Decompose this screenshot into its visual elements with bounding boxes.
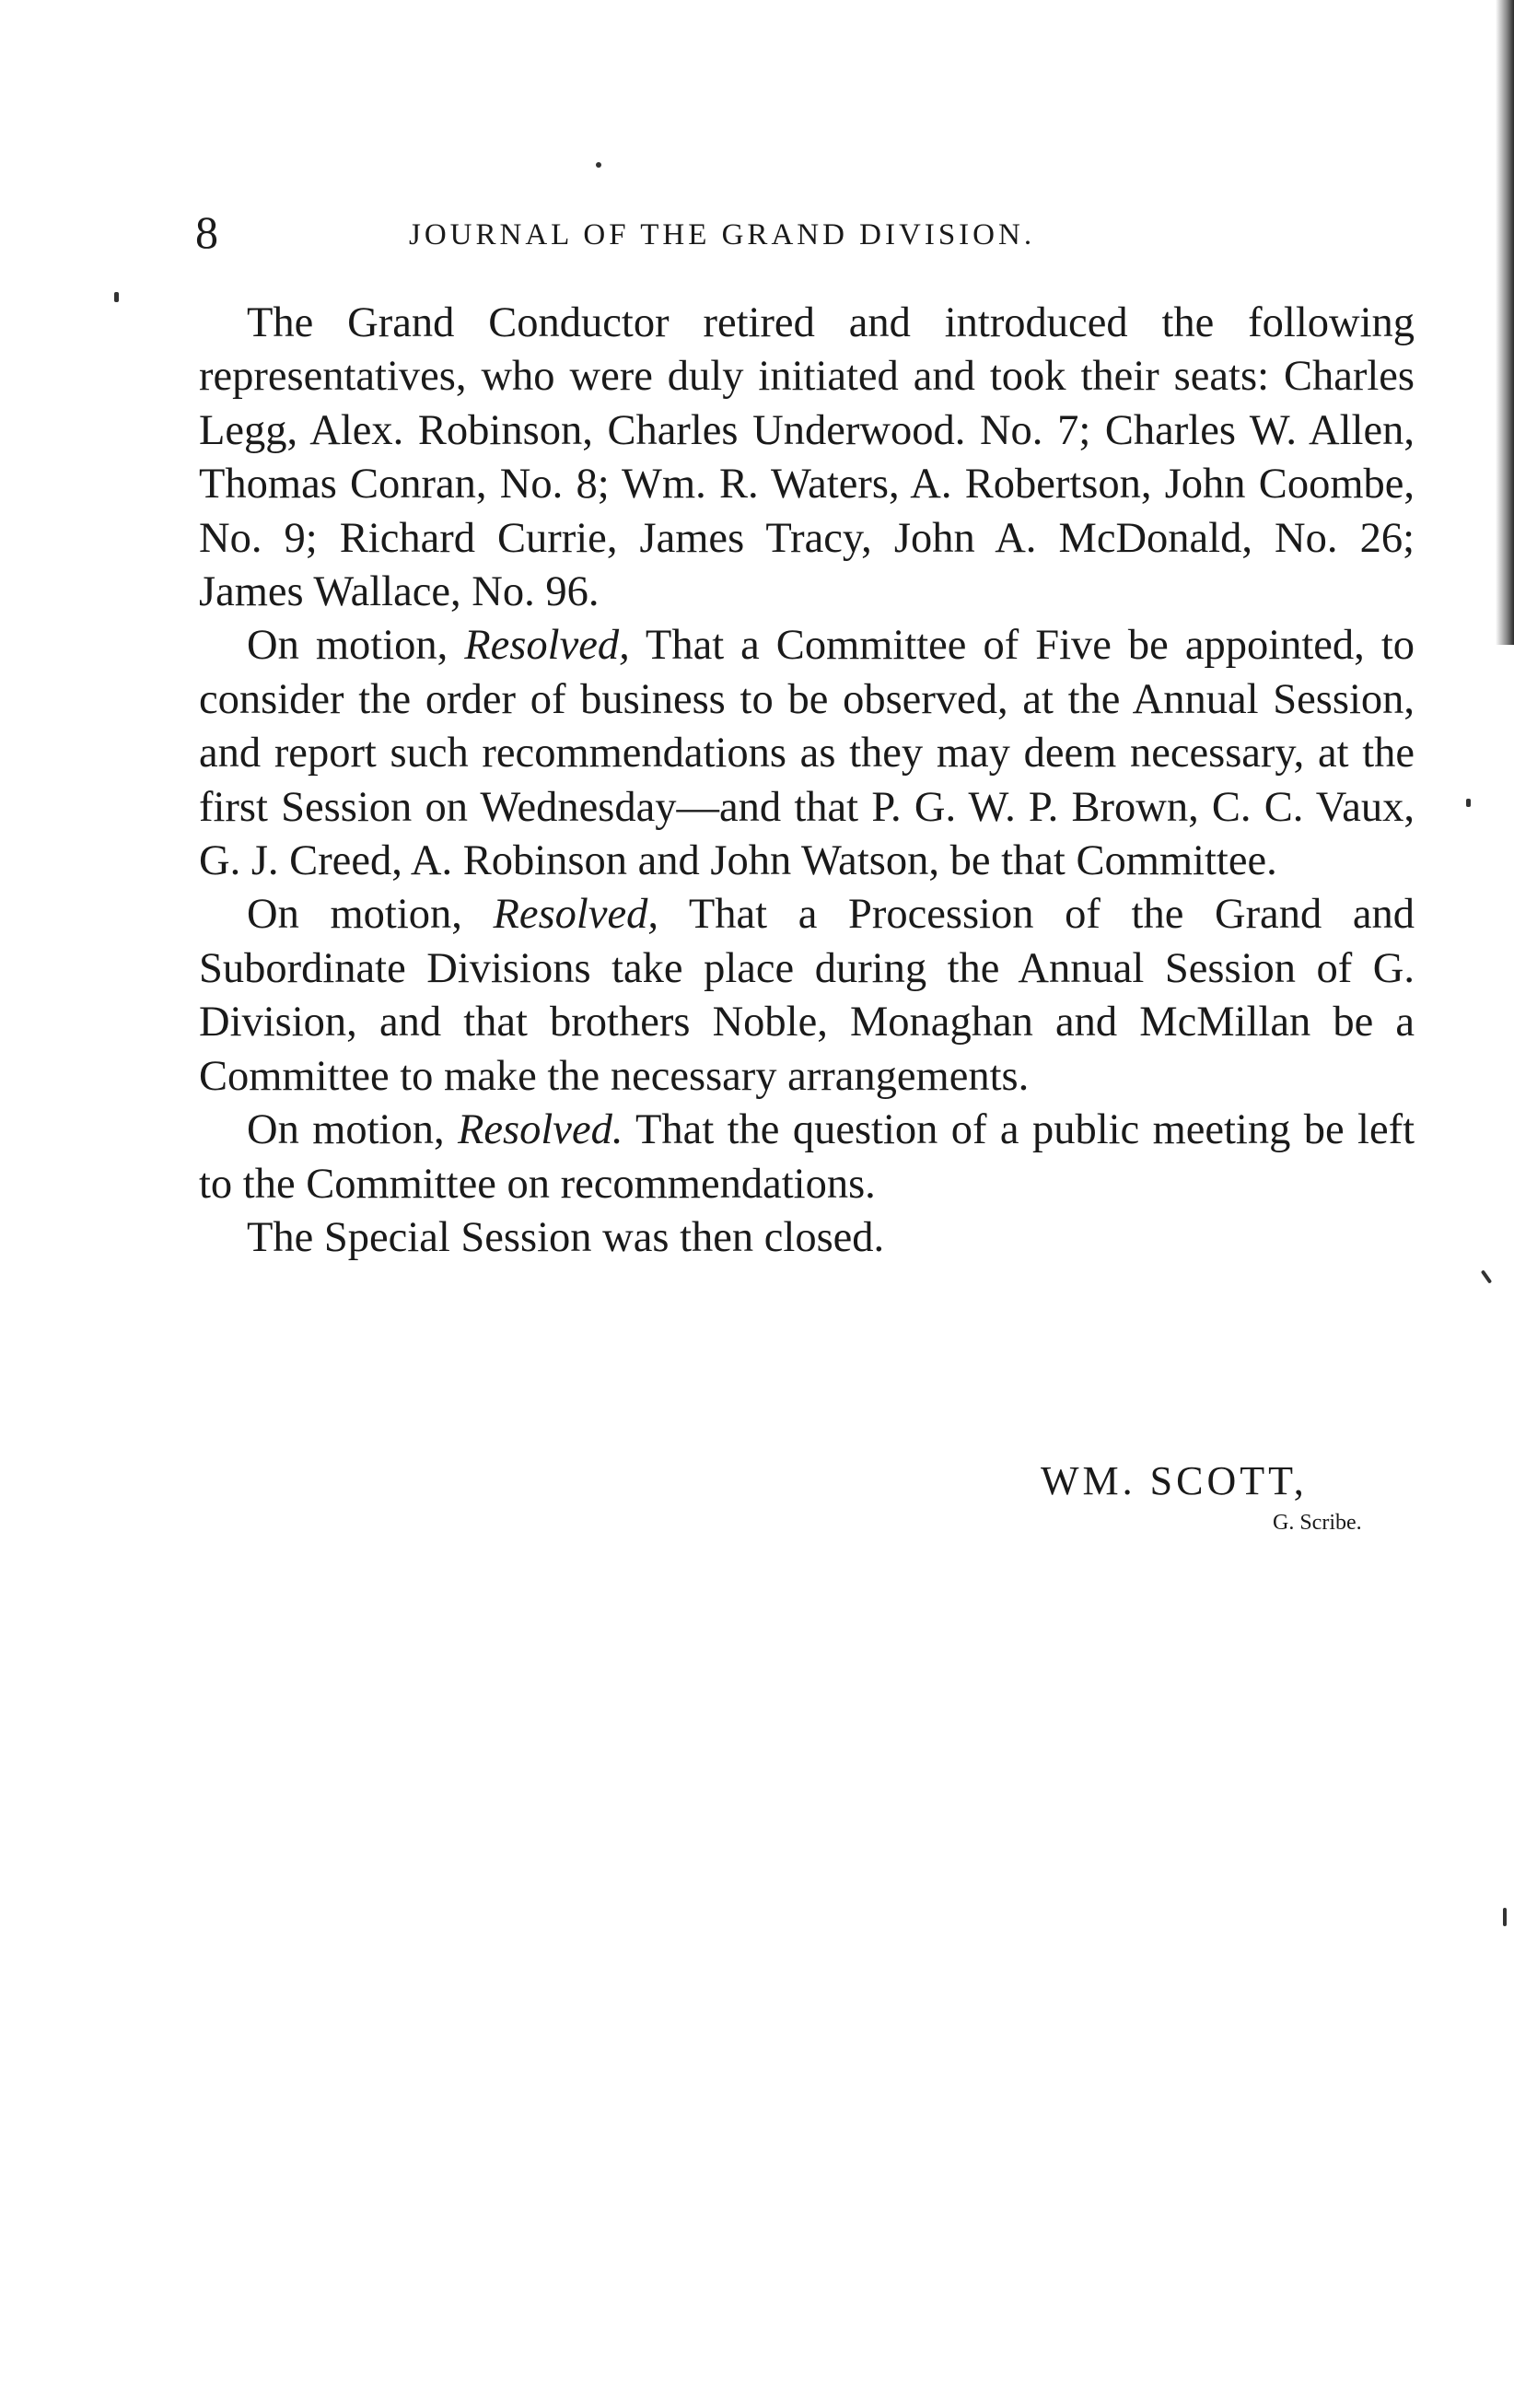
resolved-italic: Resolved, [464, 622, 630, 670]
paragraph-5 [199, 1211, 1415, 1265]
signature-title: G. Scribe. [1273, 1511, 1362, 1535]
signature-block [1041, 1455, 1427, 1538]
signature-name: WM. SCOTT, [1041, 1458, 1308, 1503]
print-speck [1481, 1269, 1492, 1283]
text-segment: On motion, [247, 1106, 458, 1154]
paragraph-2 [199, 619, 1415, 888]
text-segment: The Special Session was then closed. [247, 1213, 885, 1261]
text-segment: On motion, [247, 622, 465, 670]
print-speck [596, 162, 601, 168]
page-header [195, 205, 1208, 260]
text-segment: That a Procession of the Grand and Subordinate Divisions take place during the Annual Session of G. Division, and that brothers Noble, Monaghan and McMillan be a Committee to make the necessary arrangements. [199, 891, 1415, 1100]
text-segment: That the question of a public meeting be left to the Committee on recommendations. [199, 1106, 1415, 1208]
page-edge-shadow [1496, 0, 1514, 645]
print-speck [114, 292, 119, 302]
resolved-italic: Resolved, [493, 891, 658, 939]
text-segment: On motion, [247, 891, 494, 939]
paragraph-1 [199, 297, 1415, 619]
text-segment: The Grand Conductor retired and introduced the following representatives, who were duly initiated and took their seats: Charles Legg, Alex. Robinson, Charles Underwood. No. 7; Charles W. Allen, Thomas Conran, No. 8; Wm. R. Waters, A. Robertson, John Coombe, No. 9; Richard Currie, James Tracy, John A. McDonald, No. 26; James Wallace, No. 96. [199, 299, 1415, 616]
running-head: JOURNAL OF THE GRAND DIVISION. [409, 218, 1036, 251]
resolved-italic: Resolved. [458, 1106, 623, 1154]
page-number: 8 [195, 206, 218, 258]
text-segment: That a Committee of Five be appointed, to consider the order of business to be observed, at the Annual Session, and report such recommendations as they may deem necessary, at the first Session on Wednesday—and that P. G. W. P. Brown, C. C. Vaux, G. J. Creed, A. Robinson and John Watson, be that Committee. [199, 622, 1415, 885]
print-speck [1503, 1908, 1507, 1926]
paragraph-4 [199, 1104, 1415, 1211]
body-text [199, 297, 1415, 1265]
paragraph-3 [199, 888, 1415, 1104]
print-speck [1466, 799, 1471, 807]
